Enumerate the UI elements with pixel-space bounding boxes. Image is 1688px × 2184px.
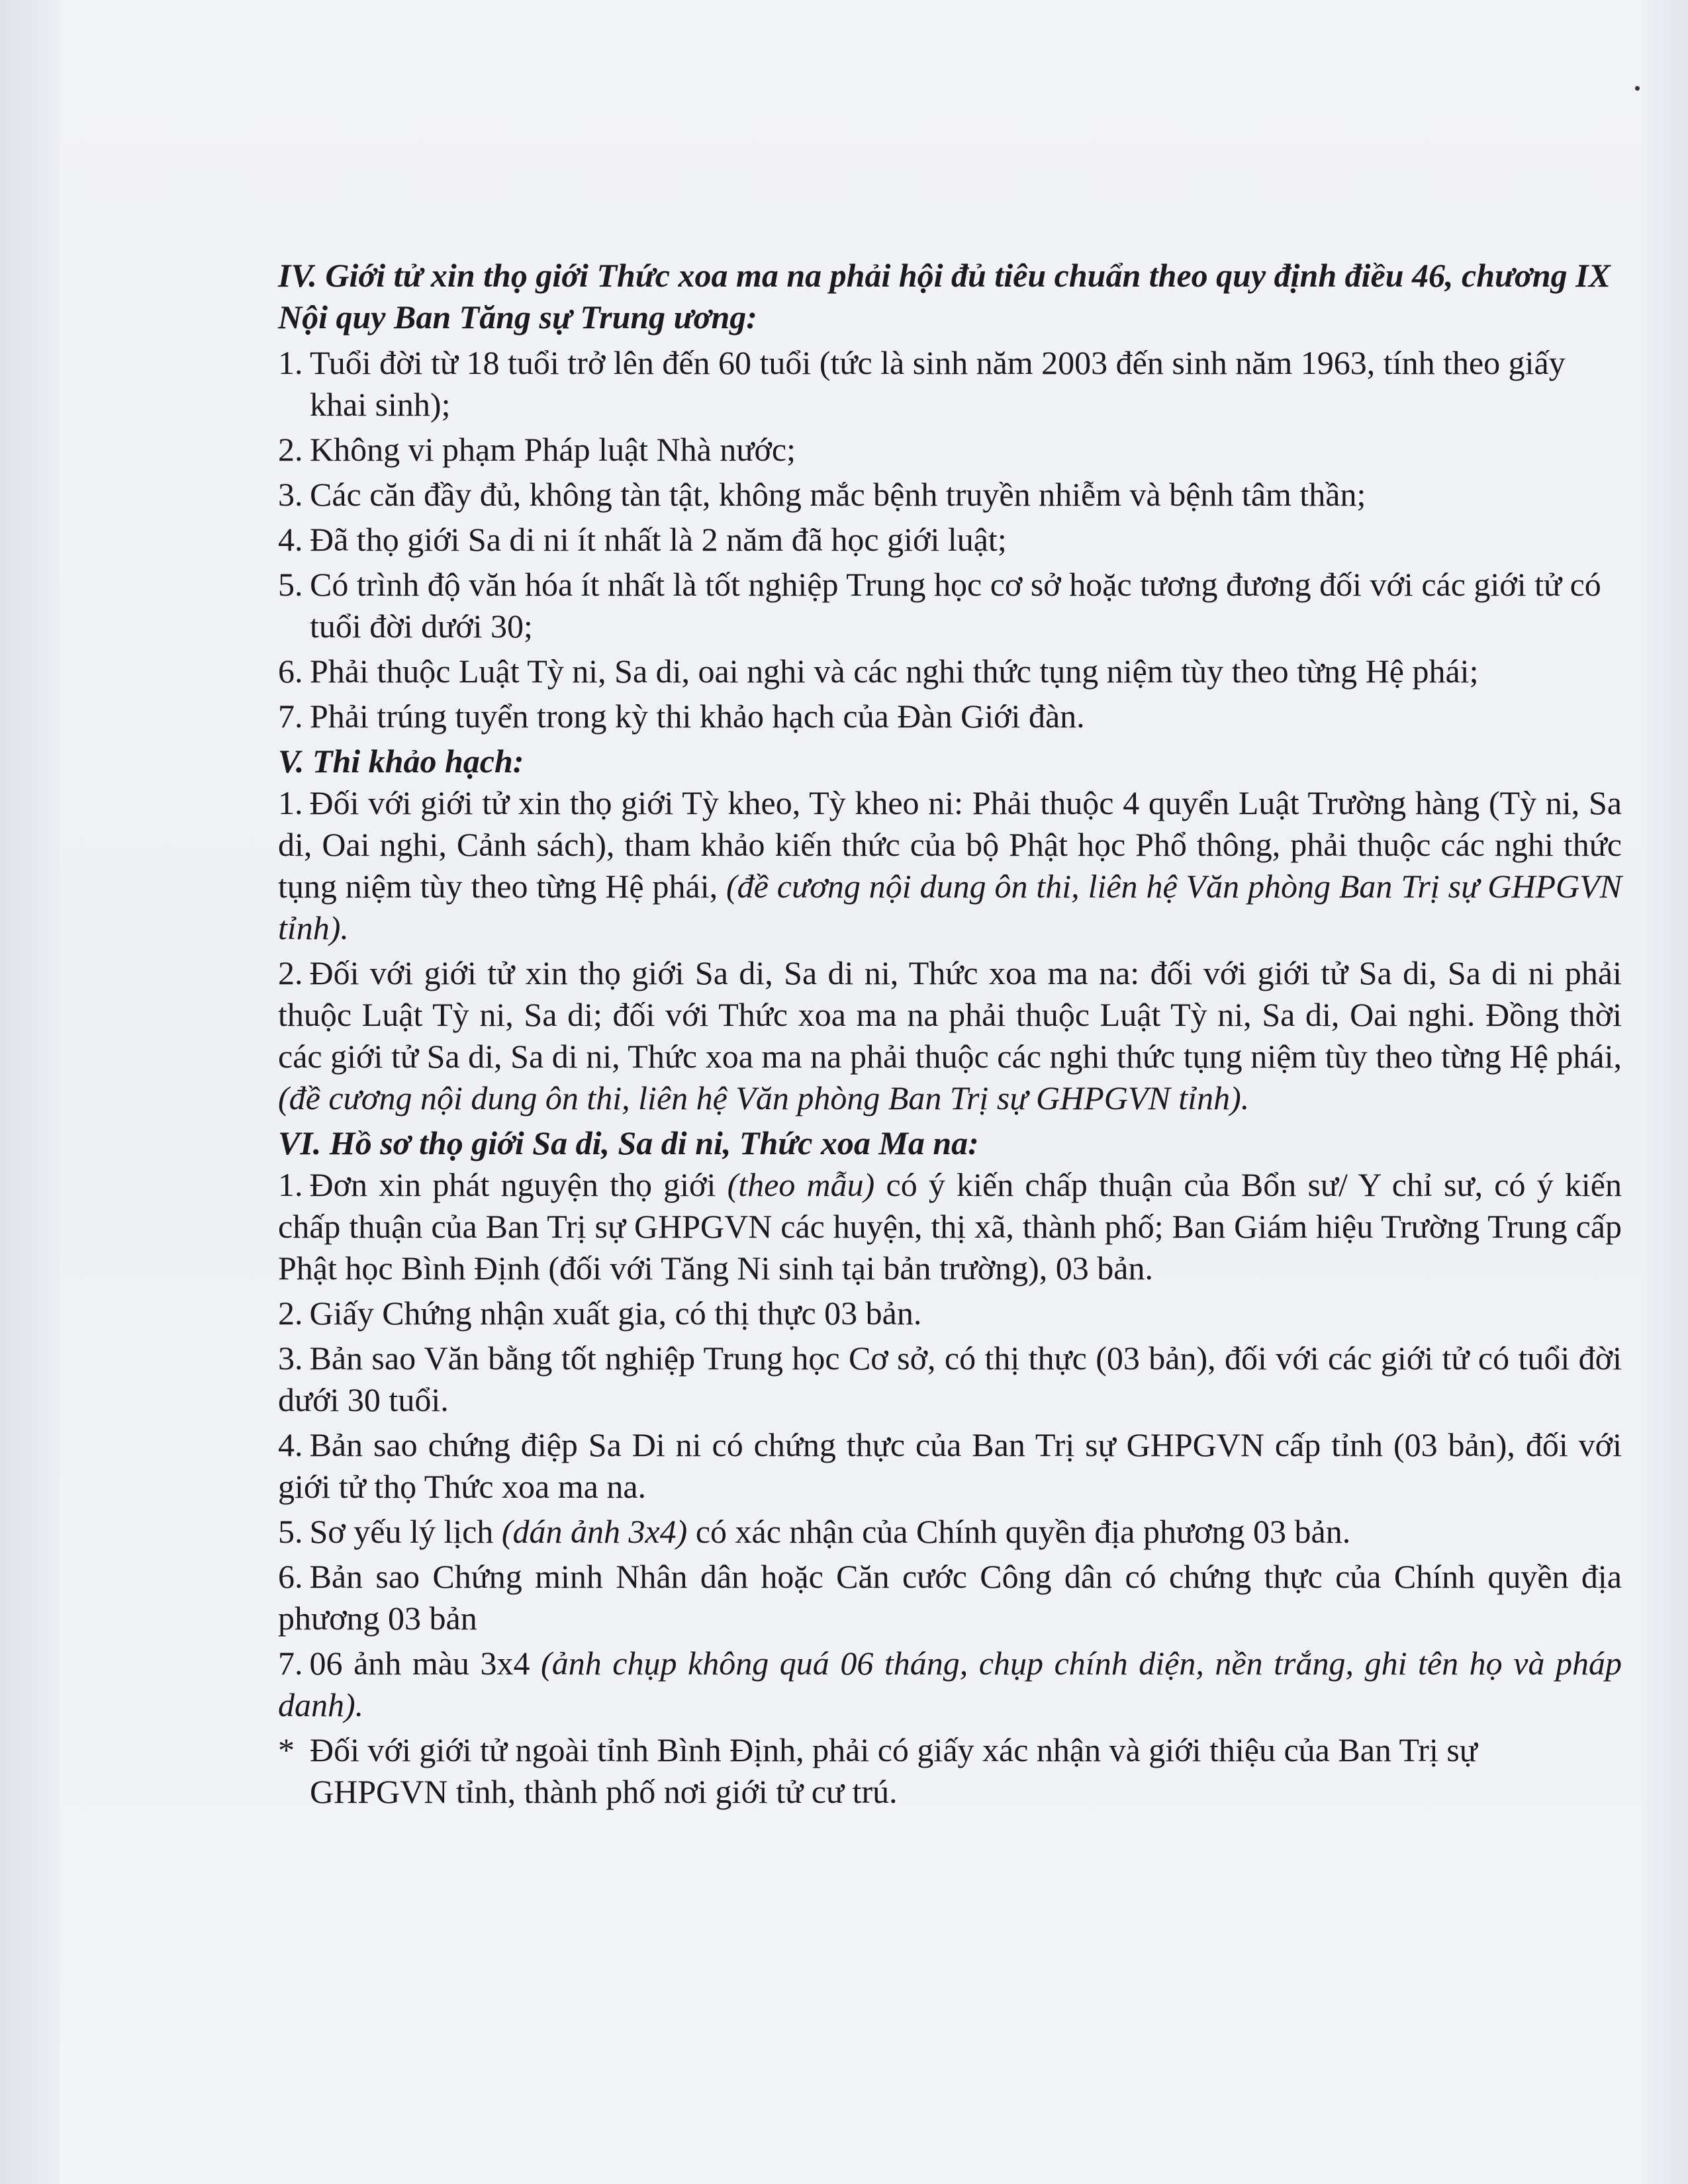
footnote-text: Đối với giới tử ngoài tỉnh Bình Định, phải có giấy xác nhận và giới thiệu của Ban Trị sự GHPGVN tỉnh, thành phố nơi giới tử cư trú. — [310, 1731, 1477, 1810]
item-text: Bản sao Chứng minh Nhân dân hoặc Căn cước Công dân có chứng thực của Chính quyền địa phương 03 bản — [278, 1558, 1622, 1637]
section-vi — [278, 1122, 1622, 1813]
list-item — [278, 1643, 1622, 1726]
item-note: (đề cương nội dung ôn thi, liên hệ Văn phòng Ban Trị sự GHPGVN tỉnh). — [278, 868, 1622, 946]
item-number: 6. — [278, 1558, 303, 1595]
item-number: 7. — [278, 1645, 303, 1682]
item-number: 4. — [278, 1426, 303, 1463]
list-item — [278, 429, 1622, 471]
list-item — [278, 564, 1622, 647]
item-note: (đề cương nội dung ôn thi, liên hệ Văn phòng Ban Trị sự GHPGVN tỉnh). — [278, 1079, 1250, 1116]
item-number: 2. — [278, 954, 303, 991]
item-text: Tuổi đời từ 18 tuổi trở lên đến 60 tuổi (tức là sinh năm 2003 đến sinh năm 1963, tính theo giấy khai sinh); — [310, 344, 1566, 423]
item-text: 06 ảnh màu 3x4 — [309, 1645, 530, 1682]
list-item — [278, 1511, 1622, 1553]
item-number: 3. — [278, 476, 303, 513]
document-body — [278, 255, 1622, 1813]
item-text: Đơn xin phát nguyện thọ giới — [309, 1166, 716, 1203]
item-number: 1. — [278, 344, 303, 381]
item-note: (ảnh chụp không quá 06 tháng, chụp chính diện, nền trắng, ghi tên họ và pháp danh). — [278, 1645, 1622, 1723]
item-text: Giấy Chứng nhận xuất gia, có thị thực 03 bản. — [309, 1295, 922, 1332]
item-text: Sơ yếu lý lịch — [309, 1513, 494, 1550]
list-item — [278, 696, 1622, 737]
scan-shadow-right — [1642, 0, 1688, 2184]
item-number: 4. — [278, 521, 303, 558]
list-item — [278, 952, 1622, 1119]
item-text: Đối với giới tử xin thọ giới Sa di, Sa di ni, Thức xoa ma na: đối với giới tử Sa di, Sa di ni phải thuộc Luật Tỳ ni, Sa di; đối với Thức xoa ma na phải thuộc Luật Tỳ ni, Sa di, Oai nghi. Đồng thời các giới tử Sa di, Sa di ni, Thức xoa ma na phải thuộc các nghi thức tụng niệm tùy theo từng Hệ phái, — [278, 954, 1622, 1075]
list-item — [278, 1556, 1622, 1639]
section-v — [278, 741, 1622, 1119]
item-number: 3. — [278, 1340, 303, 1377]
list-item — [278, 651, 1622, 692]
list-item — [278, 474, 1622, 516]
item-text: Các căn đầy đủ, không tàn tật, không mắc bệnh truyền nhiễm và bệnh tâm thần; — [310, 476, 1366, 513]
list-item — [278, 1424, 1622, 1508]
item-number: 5. — [278, 566, 303, 603]
item-text: Có trình độ văn hóa ít nhất là tốt nghiệp Trung học cơ sở hoặc tương đương đối với các giới tử có tuổi đời dưới 30; — [310, 566, 1601, 645]
list-item — [278, 1338, 1622, 1421]
footnote — [278, 1729, 1622, 1813]
item-note: (theo mẫu) — [727, 1166, 875, 1203]
item-number: 1. — [278, 1166, 303, 1203]
item-text-continued: có xác nhận của Chính quyền địa phương 03 bản. — [695, 1513, 1351, 1550]
list-item — [278, 342, 1622, 426]
item-number: 2. — [278, 431, 303, 468]
item-text: Không vi phạm Pháp luật Nhà nước; — [310, 431, 796, 468]
list-item — [278, 1293, 1622, 1334]
item-text: Phải thuộc Luật Tỳ ni, Sa di, oai nghi và các nghi thức tụng niệm tùy theo từng Hệ phái; — [310, 653, 1479, 690]
item-text-continued: có ý kiến chấp thuận của Bổn sư/ Y chỉ sư, có ý kiến chấp thuận của Ban Trị sự GHPGVN các huyện, thị xã, thành phố; Ban Giám hiệu Trường Trung cấp Phật học Bình Định (đối với Tăng Ni sinh tại bản trường), 03 bản. — [278, 1166, 1622, 1287]
section-vi-heading: VI. Hồ sơ thọ giới Sa di, Sa di ni, Thức xoa Ma na: — [278, 1124, 979, 1161]
item-number: 7. — [278, 698, 303, 735]
section-v-heading: V. Thi khảo hạch: — [278, 743, 524, 780]
item-note: (dán ảnh 3x4) — [501, 1513, 688, 1550]
list-item — [278, 1164, 1622, 1289]
list-item — [278, 782, 1622, 949]
scan-shadow-left — [0, 0, 60, 2184]
scan-speck — [1635, 86, 1640, 91]
item-text: Bản sao chứng điệp Sa Di ni có chứng thực của Ban Trị sự GHPGVN cấp tỉnh (03 bản), đối với giới tử thọ Thức xoa ma na. — [278, 1426, 1622, 1505]
item-text: Bản sao Văn bằng tốt nghiệp Trung học Cơ sở, có thị thực (03 bản), đối với các giới tử có tuổi đời dưới 30 tuổi. — [278, 1340, 1622, 1418]
item-number: 6. — [278, 653, 303, 690]
asterisk: * — [278, 1731, 295, 1768]
section-iv — [278, 255, 1622, 737]
item-number: 2. — [278, 1295, 303, 1332]
list-item — [278, 519, 1622, 561]
item-text: Đã thọ giới Sa di ni ít nhất là 2 năm đã học giới luật; — [310, 521, 1007, 558]
section-iv-heading: IV. Giới tử xin thọ giới Thức xoa ma na phải hội đủ tiêu chuẩn theo quy định điều 46, chương IX Nội quy Ban Tăng sự Trung ương: — [278, 257, 1611, 336]
item-text: Phải trúng tuyển trong kỳ thi khảo hạch của Đàn Giới đàn. — [310, 698, 1085, 735]
item-text: Đối với giới tử xin thọ giới Tỳ kheo, Tỳ kheo ni: Phải thuộc 4 quyển Luật Trường hàng (Tỳ ni, Sa di, Oai nghi, Cảnh sách), tham khảo kiến thức của bộ Phật học Phổ thông, phải thuộc các nghi thức tụng niệm tùy theo từng Hệ phái, — [278, 784, 1622, 905]
item-number: 5. — [278, 1513, 303, 1550]
item-number: 1. — [278, 784, 303, 821]
